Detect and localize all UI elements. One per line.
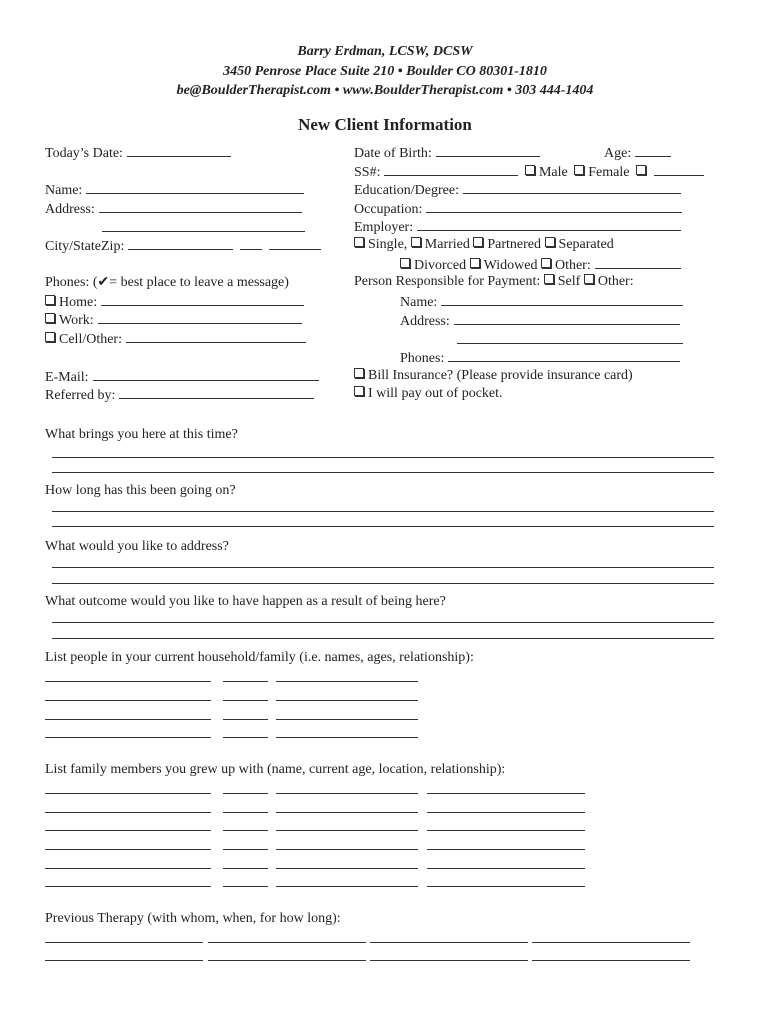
- therapy-when-line[interactable]: [208, 960, 366, 961]
- widowed-checkbox[interactable]: [470, 258, 480, 268]
- partnered-checkbox[interactable]: [473, 237, 483, 247]
- household-relationship-line[interactable]: [276, 737, 418, 738]
- city-line[interactable]: [128, 237, 233, 250]
- family-name-line[interactable]: [45, 812, 211, 813]
- family-name-line[interactable]: [45, 849, 211, 850]
- work-phone-line[interactable]: [98, 311, 302, 324]
- family-relationship-line[interactable]: [427, 868, 585, 869]
- todays-date-field: [45, 144, 231, 162]
- home-phone-line[interactable]: [101, 293, 304, 306]
- household-name-line[interactable]: [45, 681, 211, 682]
- education-label: Education/Degree:: [354, 183, 459, 198]
- answer-outcome-line-1[interactable]: [52, 622, 714, 623]
- dob-label: Date of Birth:: [354, 146, 432, 161]
- self-checkbox[interactable]: [544, 274, 554, 284]
- family-location-line[interactable]: [276, 849, 418, 850]
- education-field: [354, 181, 681, 199]
- payment-responsible-row: [354, 274, 634, 290]
- question-reason: What brings you here at this time?: [45, 427, 238, 442]
- education-line[interactable]: [463, 181, 681, 194]
- age-line[interactable]: [635, 144, 671, 157]
- question-outcome: What outcome would you like to have happen as a result of being here?: [45, 594, 446, 609]
- resp-name-field: [400, 293, 683, 311]
- dob-field: [354, 144, 540, 162]
- single-label: Single,: [368, 237, 408, 252]
- answer-duration-line-2[interactable]: [52, 526, 714, 527]
- household-relationship-line[interactable]: [276, 700, 418, 701]
- referred-by-field: [45, 386, 314, 404]
- family-location-line[interactable]: [276, 830, 418, 831]
- divorced-label: Divorced: [414, 258, 467, 273]
- household-relationship-line[interactable]: [276, 719, 418, 720]
- home-phone-checkbox[interactable]: [45, 295, 55, 305]
- therapy-with-whom-line[interactable]: [45, 960, 203, 961]
- household-relationship-line[interactable]: [276, 681, 418, 682]
- phones-label: Phones: (✔= best place to leave a message): [45, 275, 289, 290]
- family-name-line[interactable]: [45, 886, 211, 887]
- pay-pocket-option: [354, 386, 503, 402]
- family-question: List family members you grew up with (name, current age, location, relationship):: [45, 762, 506, 777]
- payment-responsible-label: Person Responsible for Payment:: [354, 274, 541, 289]
- family-relationship-line[interactable]: [427, 886, 585, 887]
- separated-label: Separated: [558, 237, 614, 252]
- answer-reason-line-2[interactable]: [52, 472, 714, 473]
- household-age-line[interactable]: [223, 737, 268, 738]
- other-status-checkbox[interactable]: [541, 258, 551, 268]
- address-line-2[interactable]: [102, 231, 305, 232]
- cell-phone-label: Cell/Other:: [59, 332, 122, 347]
- answer-outcome-line-2[interactable]: [52, 638, 714, 639]
- occupation-line[interactable]: [426, 200, 682, 213]
- name-label: Name:: [45, 183, 83, 198]
- cell-phone-checkbox[interactable]: [45, 332, 55, 342]
- resp-phones-line[interactable]: [448, 349, 680, 362]
- cell-phone-line[interactable]: [126, 330, 306, 343]
- resp-address-field: [400, 312, 680, 330]
- female-checkbox[interactable]: [574, 165, 584, 175]
- family-location-line[interactable]: [276, 886, 418, 887]
- email-line[interactable]: [93, 368, 319, 381]
- practitioner-name: Barry Erdman, LCSW, DCSW: [297, 44, 473, 59]
- family-age-line[interactable]: [223, 868, 268, 869]
- household-name-line[interactable]: [45, 737, 211, 738]
- practice-address: 3450 Penrose Place Suite 210 • Boulder CO 80301-1810: [223, 64, 547, 79]
- answer-address-line-2[interactable]: [52, 583, 714, 584]
- answer-duration-line-1[interactable]: [52, 511, 714, 512]
- address-line-1[interactable]: [99, 200, 302, 213]
- married-label: Married: [424, 237, 470, 252]
- family-age-line[interactable]: [223, 830, 268, 831]
- city-state-zip-field: [45, 237, 321, 255]
- resp-name-label: Name:: [400, 295, 438, 310]
- referred-by-label: Referred by:: [45, 388, 116, 403]
- city-state-zip-label: City/StateZip:: [45, 239, 125, 254]
- todays-date-label: Today’s Date:: [45, 146, 123, 161]
- partnered-label: Partnered: [487, 237, 542, 252]
- resp-phones-label: Phones:: [400, 351, 445, 366]
- resp-other-checkbox[interactable]: [584, 274, 594, 284]
- email-label: E-Mail:: [45, 370, 89, 385]
- family-age-line[interactable]: [223, 812, 268, 813]
- family-name-line[interactable]: [45, 793, 211, 794]
- employer-field: [354, 218, 681, 236]
- other-gender-checkbox[interactable]: [636, 165, 646, 175]
- male-label: Male: [538, 165, 568, 180]
- marital-status-row-2: [400, 256, 681, 274]
- household-question: List people in your current household/family (i.e. names, ages, relationship):: [45, 650, 474, 665]
- resp-address-line-1[interactable]: [454, 312, 680, 325]
- ssn-line[interactable]: [384, 163, 518, 176]
- ssn-field: [354, 163, 704, 181]
- family-age-line[interactable]: [223, 849, 268, 850]
- occupation-field: [354, 200, 682, 218]
- divorced-checkbox[interactable]: [400, 258, 410, 268]
- pay-pocket-checkbox[interactable]: [354, 386, 364, 396]
- married-checkbox[interactable]: [411, 237, 421, 247]
- question-address: What would you like to address?: [45, 539, 229, 554]
- separated-checkbox[interactable]: [545, 237, 555, 247]
- employer-label: Employer:: [354, 220, 414, 235]
- household-name-line[interactable]: [45, 719, 211, 720]
- therapy-with-whom-line[interactable]: [45, 942, 203, 943]
- referred-by-line[interactable]: [119, 386, 314, 399]
- male-checkbox[interactable]: [525, 165, 535, 175]
- resp-other-label: Other:: [597, 274, 634, 289]
- question-duration: How long has this been going on?: [45, 483, 236, 498]
- family-name-line[interactable]: [45, 830, 211, 831]
- family-age-line[interactable]: [223, 793, 268, 794]
- pay-pocket-label: I will pay out of pocket.: [368, 386, 503, 401]
- single-checkbox[interactable]: [354, 237, 364, 247]
- family-location-line[interactable]: [276, 793, 418, 794]
- home-phone-label: Home:: [59, 295, 98, 310]
- other-status-label: Other:: [554, 258, 591, 273]
- occupation-label: Occupation:: [354, 202, 423, 217]
- therapy-notes-line[interactable]: [532, 942, 690, 943]
- household-age-line[interactable]: [223, 681, 268, 682]
- therapy-how-long-line[interactable]: [370, 960, 528, 961]
- family-relationship-line[interactable]: [427, 849, 585, 850]
- name-field: [45, 181, 304, 199]
- family-relationship-line[interactable]: [427, 793, 585, 794]
- bill-insurance-checkbox[interactable]: [354, 368, 364, 378]
- cell-phone-field: [45, 330, 306, 348]
- ssn-label: SS#:: [354, 165, 381, 180]
- previous-therapy-question: Previous Therapy (with whom, when, for how long):: [45, 911, 341, 926]
- work-phone-field: [45, 311, 302, 329]
- dob-line[interactable]: [436, 144, 540, 157]
- answer-address-line-1[interactable]: [52, 567, 714, 568]
- email-field: [45, 368, 319, 386]
- work-phone-label: Work:: [59, 313, 94, 328]
- todays-date-line[interactable]: [127, 144, 231, 157]
- widowed-label: Widowed: [483, 258, 538, 273]
- resp-name-line[interactable]: [441, 293, 683, 306]
- family-name-line[interactable]: [45, 868, 211, 869]
- therapy-notes-line[interactable]: [532, 960, 690, 961]
- marital-status-row-1: [354, 237, 614, 253]
- resp-phones-field: [400, 349, 680, 367]
- address-field: [45, 200, 302, 218]
- resp-address-line-2[interactable]: [457, 343, 683, 344]
- state-line[interactable]: [240, 237, 262, 250]
- family-location-line[interactable]: [276, 868, 418, 869]
- female-label: Female: [588, 165, 630, 180]
- age-field: [604, 144, 671, 162]
- bill-insurance-label: Bill Insurance? (Please provide insurance card): [368, 368, 633, 383]
- family-location-line[interactable]: [276, 812, 418, 813]
- address-label: Address:: [45, 202, 95, 217]
- practice-contact: be@BoulderTherapist.com • www.BoulderTherapist.com • 303 444-1404: [176, 83, 594, 98]
- answer-reason-line-1[interactable]: [52, 457, 714, 458]
- family-relationship-line[interactable]: [427, 812, 585, 813]
- zip-line[interactable]: [269, 237, 321, 250]
- other-gender-line[interactable]: [654, 163, 704, 176]
- resp-address-label: Address:: [400, 314, 450, 329]
- form-title: New Client Information: [298, 115, 472, 134]
- work-phone-checkbox[interactable]: [45, 313, 55, 323]
- age-label: Age:: [604, 146, 632, 161]
- other-status-line[interactable]: [595, 256, 681, 269]
- therapy-when-line[interactable]: [208, 942, 366, 943]
- home-phone-field: [45, 293, 304, 311]
- household-age-line[interactable]: [223, 700, 268, 701]
- household-name-line[interactable]: [45, 700, 211, 701]
- bill-insurance-option: [354, 368, 633, 384]
- family-age-line[interactable]: [223, 886, 268, 887]
- self-label: Self: [557, 274, 581, 289]
- employer-line[interactable]: [417, 218, 681, 231]
- family-relationship-line[interactable]: [427, 830, 585, 831]
- household-age-line[interactable]: [223, 719, 268, 720]
- name-line[interactable]: [86, 181, 304, 194]
- therapy-how-long-line[interactable]: [370, 942, 528, 943]
